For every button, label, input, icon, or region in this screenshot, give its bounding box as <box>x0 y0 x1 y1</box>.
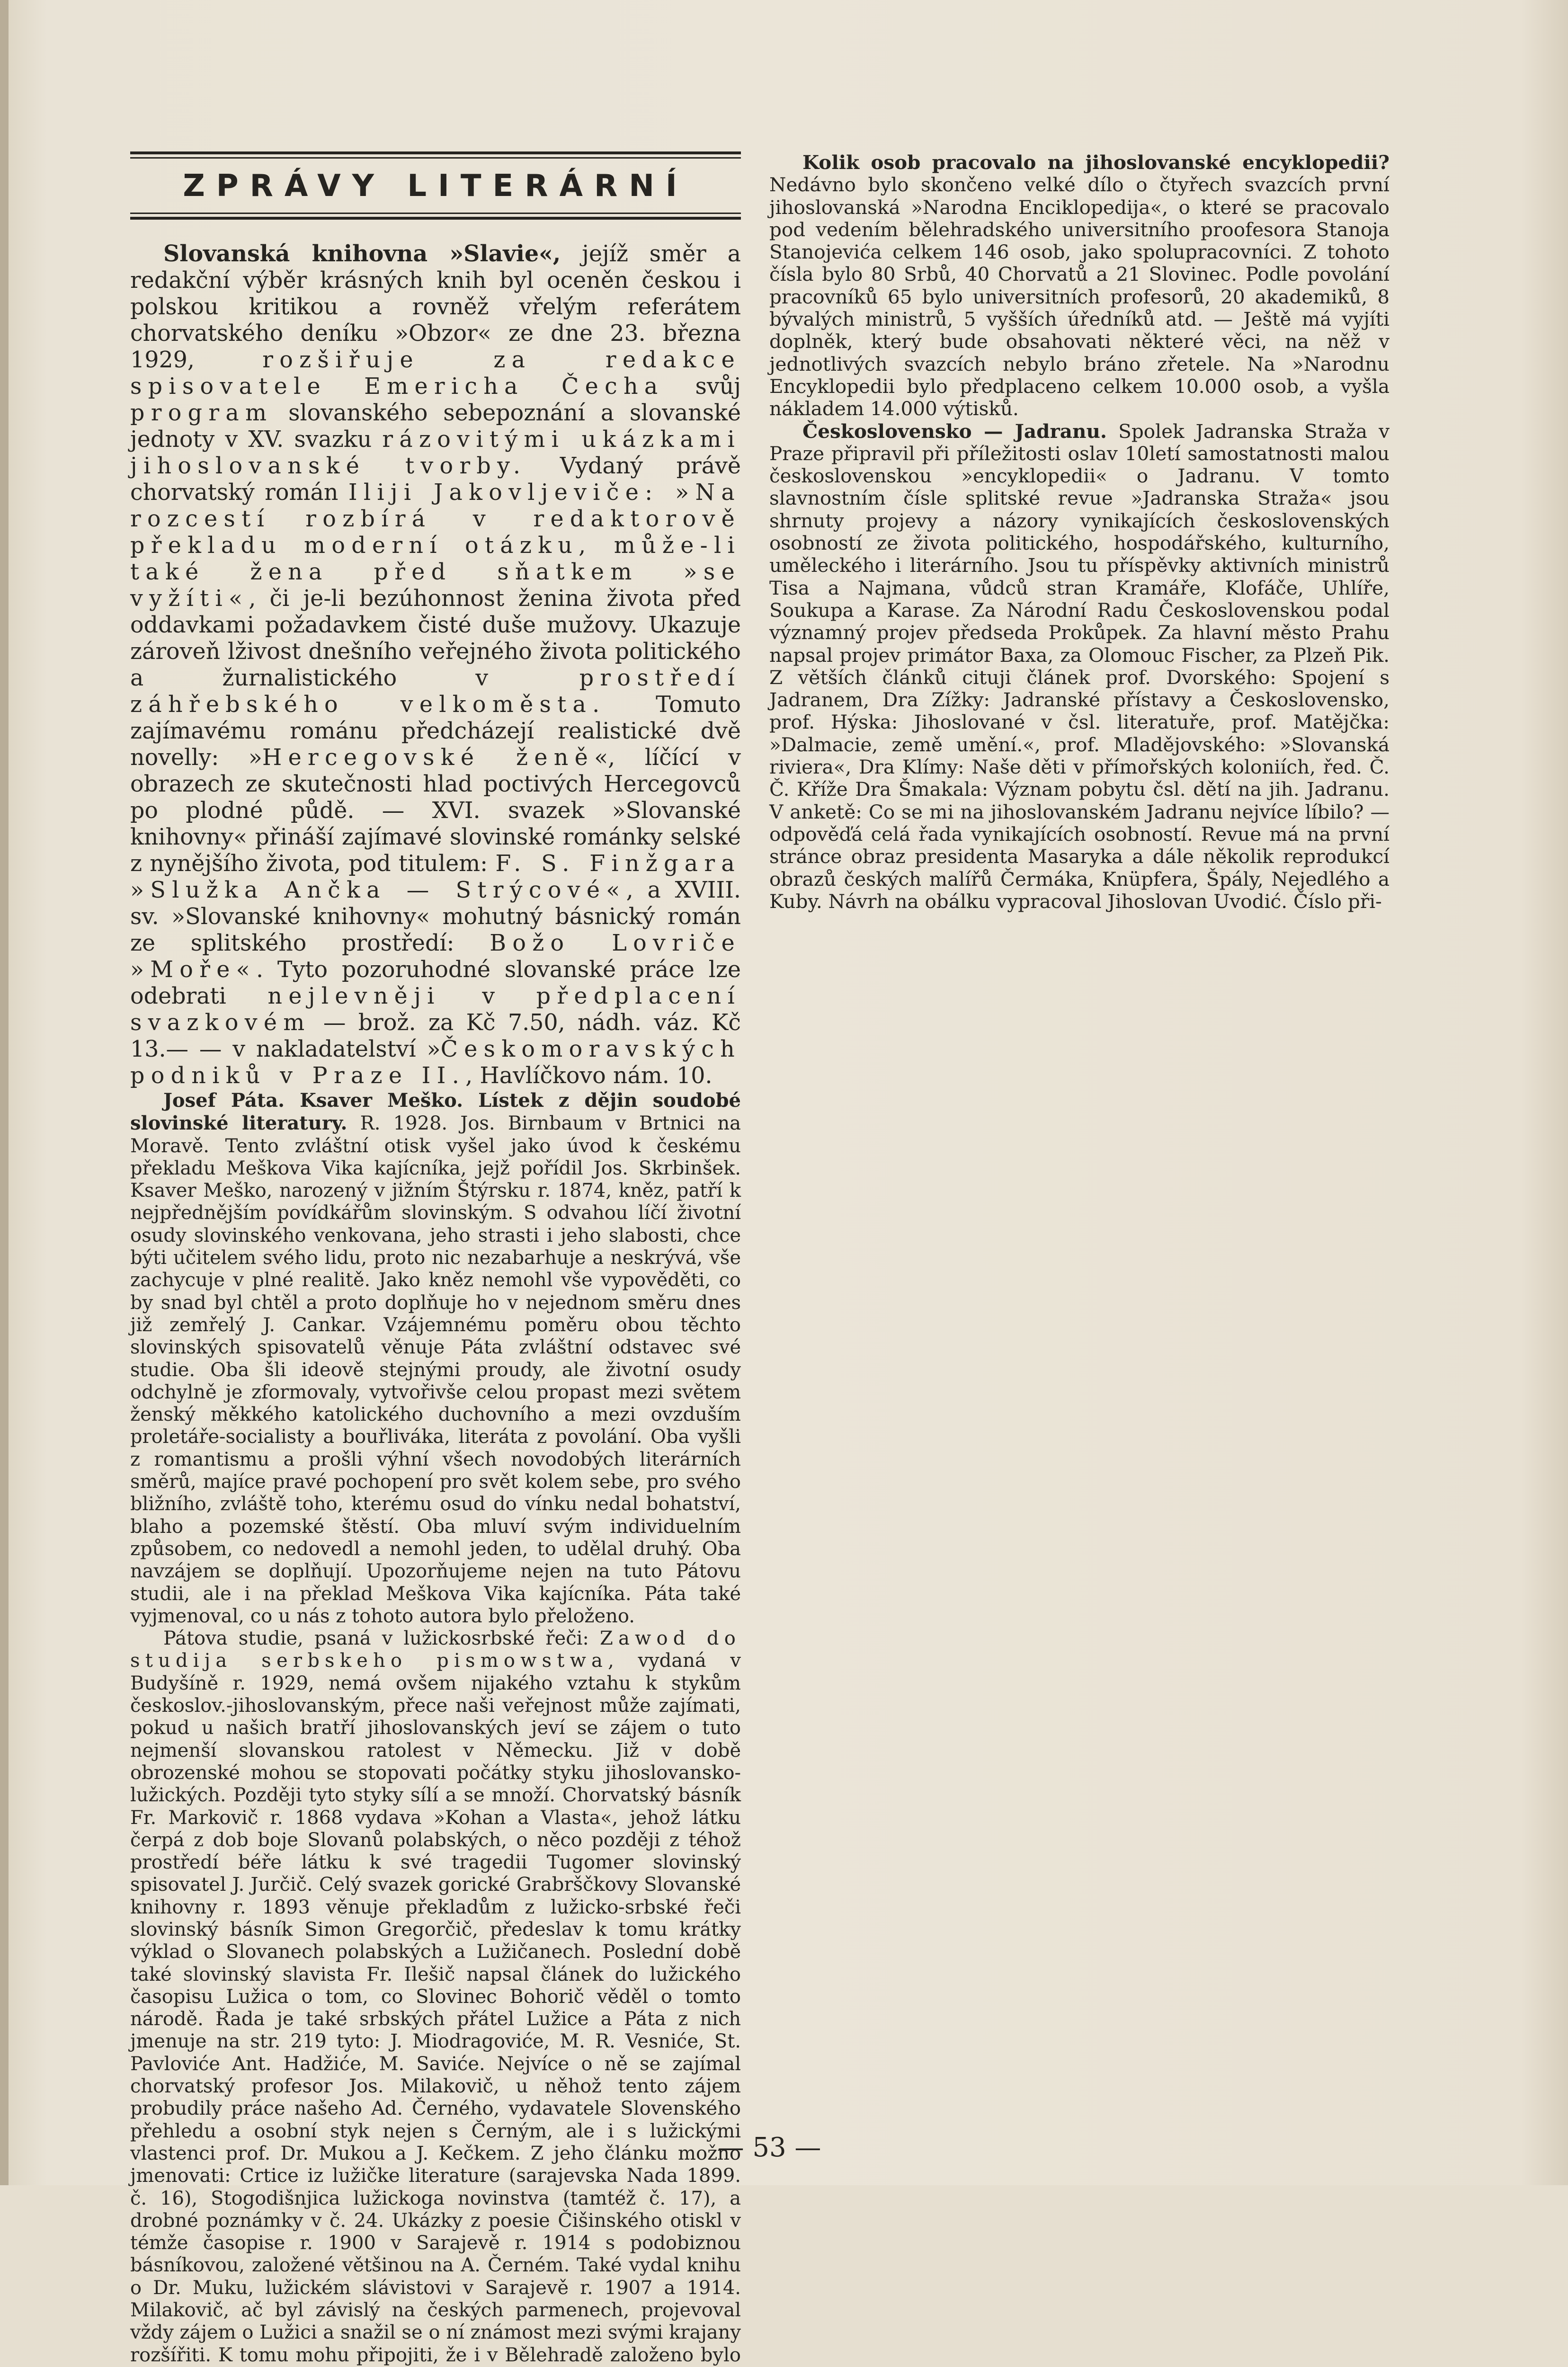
article-slavie <box>130 240 741 1089</box>
spaced-text: F. S. Finžgara »Služka Ančka — Strýcové« <box>130 851 741 903</box>
article-text: Spolek Jadranska Straža v Praze připravil při příležitosti oslav 10letí samostatnosti malou československou »encyklopedii« o Jadranu. V tomto slavnostním čísle splitské revue »Jadranska Straža« jsou shrnuty projevy a názory vynikajících československých osobností ze života politického, hospodářského, kulturního, uměleckého i literárního. Jsou tu příspěvky aktivních ministrů Tisa a Najmana, vůdců stran Kramáře, Klofáče, Uhlíře, Soukupa a Karase. Za Národní Radu Československou podal významný projev předseda Prokůpek. Za hlavní město Prahu napsal projev primátor Baxa, za Olomouc Fischer, za Plzeň Pik. Z větších článků cituji článek prof. Dvorského: Spojení s Jadranem, Dra Zížky: Jadranské přístavy a Československo, prof. Hýska: Jihoslované v čsl. literatuře, prof. Matějčka: »Dalmacie, země umění.«, prof. Mladějovského: »Slovanská riviera«, Dra Klímy: Naše děti v přímořských koloniích, řed. Č. Č. Kříže Dra Šmakala: Význam pobytu čsl. dětí na jih. Jadranu. V anketě: Co se mi na jihoslovanském Jadranu nejvíce líbilo? — odpověďá celá řada vynikajících osobností. Revue má na první stránce obraz presidenta Masaryka a dále několik reprodukcí obrazů českých malířů Čermáka, Knüpfera, Špály, Nejedlého a Kuby. Návrh na obálku vypracoval Jihoslovan Uvodić. Číslo při- <box>769 419 1390 913</box>
masthead-rule-top <box>130 151 741 154</box>
masthead-rule-bottom-thin <box>130 213 741 214</box>
article-text <box>270 506 305 532</box>
spaced-text: předplacení svazkovém <box>130 983 741 1036</box>
article-pata-study <box>130 1628 741 2367</box>
article-text: slovanského sebepoznání a slovanské jednoty v XV. svazku <box>130 400 741 453</box>
masthead-rule-bottom <box>130 217 741 220</box>
spaced-text: rázovitými ukázkami jihoslovanské tvorby. <box>130 427 741 479</box>
article-text: Tomuto zajímavému románu předcházejí realistické dvě novelly: » <box>130 692 741 771</box>
article-text: , či je-li bezúhonnost ženina života před oddavkami požadavkem čisté duše mužovy. Ukazuje zároveň lživost dnešního veřejného života politického a žurnalistického <box>130 586 741 691</box>
article-lead: Slovanská knihovna »Slavie«, <box>163 240 561 267</box>
spaced-text: Zawod do studija serbskeho pismowstwa <box>130 1628 741 1672</box>
article-text: , vydaná v Budyšíně r. 1929, nemá ovšem nijakého vztahu k stykům českoslov.-jihoslovanským, přece naši veřejnost může zajímati, pokud u našich bratří jihoslovanských jeví se zájem o tuto nejmenší slovanskou ratolest v Německu. Již v době obrozenské mohou se stopovati počátky styku jihoslovansko-lužických. Později tyto styky sílí a se množí. Chorvatský básník Fr. Markovič r. 1868 vydava »Kohan a Vlasta«, jehož látku čerpá z dob boje Slovanů polabských, o něco později z téhož prostředí béře látku k své tragedii Tugomer slovinský spisovatel J. Jurčič. Celý svazek gorické Grabrščkovy Slovanské knihovny r. 1893 věnuje překladům z lužicko-srbské řeči slovinský básník Simon Gregorčič, předeslav k tomu krátky výklad o Slovanech polabských a Lužičanech. Poslední době také slovinský slavista Fr. Ilešič napsal článek do lužického časopisu Lužica o tom, co Slovinec Bohorič věděl o tomto národě. Řada je také srbských přátel Lužice a Páta z nich jmenuje na str. 219 tyto: J. Miodragoviće, M. R. Vesniće, St. Pavloviće Ant. Hadžiće, M. Saviće. Nejvíce o ně se zajímal chorvatský profesor Jos. Milakovič, u něhož tento zájem probudily práce našeho Ad. Černého, vydavatele Slovenského přehledu a osobní styk nejen s Černým, ale i s lužickými vlastenci prof. Dr. Mukou a J. Kečkem. Z jeho článku možno jmenovati: Crtice iz lužičke literature (sarajevska Nada 1899. č. 16), Stogodišnjica lužickoga novinstva (tamtéž č. 17), a drobné poznámky v č. 24. Ukázky z poesie Čišinského otiskl v témže časopise r. 1900 v Sarajevě r. 1914 s podobiznou básníkovou, založené většinou na A. Černém. Také vydal knihu o Dr. Muku, lužickém slávistovi v Sarajevě r. 1907 a 1914. Milakovič, ač byl závislý na českých parmenech, projevoval vždy zájem o Lužici a snažil se o ní známost mezi svými krajany rozšířiti. K tomu mohu připojiti, že i v Bělehradě založeno bylo <box>130 1650 741 2366</box>
article-text: . Tyto pozoruhodné slovanské práce lze odebrati <box>130 957 741 1009</box>
article-text: v <box>440 983 536 1009</box>
article-text: R. 1928. Jos. Birnbaum v Brtnici na Moravě. Tento zvláštní otisk vyšel jako úvod k českému překladu Meškova Vika kajícníka, jejž pořídil Jos. Skrbinšek. Ksaver Meško, narozený v jižním Štýrsku r. 1874, kněz, patří k nejpřednějším povídkářům slovinským. S odvahou líčí životní osudy slovinského venkovana, jeho strasti i jeho slabosti, chce býti učitelem svého lidu, proto nic nezabarhuje a neskrývá, vše zachycuje v plné realitě. Jako kněz nemohl vše vypověděti, co by snad byl chtěl a proto doplňuje ho v nejednom směru dnes již zemřelý J. Cankar. Vzájemnému poměru obou těchto slovinských spisovatelů věnuje Páta zvláštní odstavec své studie. Oba šli ideově stejnými proudy, ale životní osudy odchylně je zformovaly, vytvořivše celou propast mezi světem ženský měkkého katolického duchovního a mezi ovzduším proletáře-socialisty a bouřliváka, literáta z povolání. Oba vyšli z romantismu a prošli výhní všech novodobých literárních směrů, majíce pravé pochopení pro svět kolem sebe, pro svého bližního, zvláště toho, kterému osud do vínku nedal bohatství, blaho a pozemské štěstí. Oba mluví svým individuelním způsobem, co nedovedl a nemohl jeden, to udělal druhý. Oba navzájem se doplňují. Upozorňujeme nejen na tuto Pátovu studii, ale i na překlad Meškova Vika kajícníka. Páta také vyjmenoval, co u nás z tohoto autora bylo přeloženo. <box>130 1112 741 1627</box>
spaced-text: Hercegovské ženě <box>262 745 595 771</box>
binding-edge <box>0 0 9 2185</box>
article-lead: Československo — Jadranu. <box>802 419 1107 443</box>
section-title: ZPRÁVY LITERÁRNÍ <box>183 169 688 204</box>
spaced-text: rozbírá v redaktorově překladu moderní otázku, může-li také žena před sňatkem »se vyžíti« <box>130 506 741 612</box>
article-lead: Kolik osob pracovalo na jihoslovanské encyklopedii? <box>802 151 1390 174</box>
masthead-rule-top-thin <box>130 157 741 159</box>
masthead <box>130 151 741 220</box>
article-text: jejíž směr a redakční výběr krásných knih byl oceněn českou i polskou kritikou a rovněž vřelým referátem chorvatského deníku »Obzor« ze dne 23. března 1929, <box>130 241 741 373</box>
article-text: Nedávno bylo skončeno velké dílo o čtyřech svazcích první jihoslovanská »Narodna Enciklopedija«, o které se pracovalo pod vedením bělehradského universitního proofesora Stanoja Stanojevića celkem 146 osob, jako spolupracovníci. Z tohoto čísla bylo 80 Srbů, 40 Chorvatů a 21 Slovinec. Podle povolání pracovníků 65 bylo universitních profesorů, 20 akademiků, 8 bývalých ministrů, 5 vyšších úředníků atd. — Ještě má vyjíti doplněk, který bude obsahovati některé věci, na něž v jednotlivých svazcích nebylo bráno zřetele. Na »Narodnu Encyklopedii bylo předplaceno celkem 10.000 osob, a vyšla nákladem 14.000 výtisků. <box>769 173 1390 420</box>
article-text: , Havlíčkovo nám. 10. <box>465 1063 713 1089</box>
article-text: «, líčící v obrazech ze skutečnosti hlad poctivých Hercegovců po plodné půdě. — XVI. svazek »Slovanské knihovny« přináší zajímavé slovinské románky selské z nynějšího života, pod titulem: <box>130 745 741 877</box>
column-right <box>769 151 1390 913</box>
article-text: , a XVIII. sv. »Slovanské knihovny« mohutný básnický román ze splitského prostředí: <box>130 877 741 956</box>
page-number: — 53 — <box>717 2132 821 2163</box>
article-lead: Josef Páta. Ksaver Meško. Lístek z dějin soudobé slovinské literatury. <box>130 1089 741 1135</box>
spaced-text: Českomoravských podniků v Praze II. <box>130 1036 741 1089</box>
article-text: — brož. za Kč 7.50, nádh. váz. Kč 13.— — v nakladatelství » <box>130 1010 741 1062</box>
spaced-text: program <box>130 400 273 426</box>
article-encyclopedia <box>769 151 1390 420</box>
spaced-text: Iliji Jakovljeviče: »Na rozcestí <box>130 480 741 532</box>
article-text: Pátova studie, psaná v lužickosrbské řeči: <box>163 1628 600 1650</box>
spaced-text: v prostředí záhřebského velkoměsta. <box>130 665 741 718</box>
spaced-text: Božo Lovriče »Moře« <box>130 930 741 983</box>
spaced-text: rozšiřuje za redakce spisovatele Emericha Čecha <box>130 347 741 400</box>
spaced-text: nejlevněji <box>267 983 441 1009</box>
column-left <box>130 151 741 2367</box>
article-text: Vydaný právě chorvatský román <box>130 453 741 506</box>
article-jadran <box>769 420 1390 913</box>
article-pata-mesko <box>130 1089 741 1628</box>
article-text: svůj <box>664 374 741 400</box>
